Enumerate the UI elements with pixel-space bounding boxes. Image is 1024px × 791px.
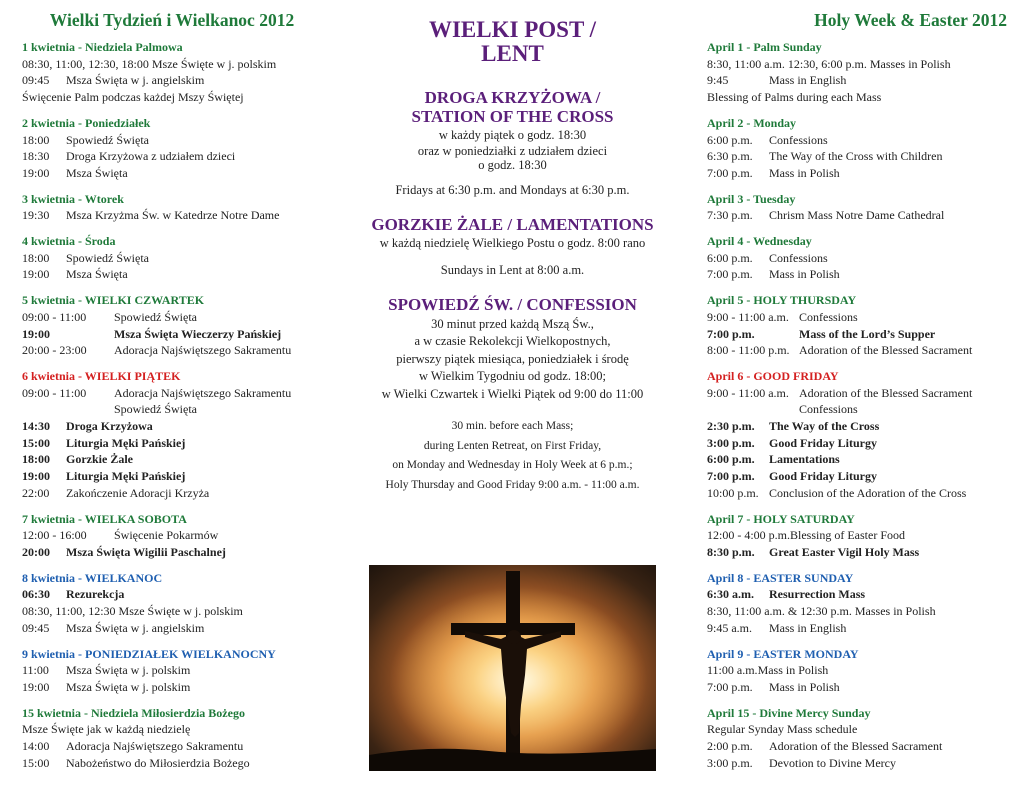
schedule-time: 9:00 - 11:00 a.m. [707,309,789,324]
schedule-time: 9:45 a.m. [707,620,752,635]
schedule-row [707,385,1007,402]
station-title [345,88,680,126]
schedule-description: Blessing of Palms during each Mass [707,90,882,105]
schedule-row [707,620,1007,637]
schedule-time: 20:00 - 23:00 [22,343,87,358]
confession-polish-text [345,316,680,404]
day-block [22,646,322,696]
schedule-row [22,586,322,603]
schedule-row [22,603,322,620]
crucifix-silhouette-icon [369,565,656,771]
schedule-description: Msza Święta [66,267,128,282]
schedule-time: 18:00 [22,250,50,265]
day-title: April 2 - Monday [707,115,797,130]
schedule-row [707,721,1007,738]
schedule-time: 11:00 [22,663,49,678]
english-schedule-title: Holy Week & Easter 2012 [814,10,1007,30]
schedule-time: 7:00 p.m. [707,469,755,484]
schedule-description: Confessions [769,250,828,265]
day-block [707,292,1007,359]
schedule-description: Adoration of the Blessed Sacrament [799,385,973,400]
day-title: April 15 - Divine Mercy Sunday [707,705,871,720]
schedule-time: 7:00 p.m. [707,679,753,694]
day-block [707,705,1007,772]
schedule-row [22,544,322,561]
day-title: 1 kwietnia - Niedziela Palmowa [22,40,183,54]
schedule-description: Święcenie Palm podczas każdej Mszy Świętej [22,90,244,105]
day-title: April 6 - GOOD FRIDAY [707,368,839,383]
schedule-row [22,132,322,149]
schedule-row [22,755,322,772]
schedule-description: Mass of the Lord’s Supper [799,326,936,341]
conf-en-line1: 30 min. before each Mass; [451,420,574,432]
lent-column [345,10,680,495]
schedule-time: 12:00 - 4:00 p.m. [707,528,790,543]
schedule-description: Msza Krzyżma Św. w Katedrze Notre Dame [66,208,280,223]
schedule-row [707,527,1007,544]
day-title: 9 kwietnia - PONIEDZIAŁEK WIELKANOCNY [22,646,276,661]
day-title: 4 kwietnia - Środa [22,234,116,249]
schedule-row [22,309,322,326]
schedule-row [22,165,322,182]
day-block [707,191,1007,224]
day-title: April 5 - HOLY THURSDAY [707,293,857,308]
day-block [707,511,1007,561]
schedule-description: Liturgia Męki Pańskiej [66,469,186,484]
schedule-row [22,207,322,224]
schedule-description: Mass in English [769,73,847,88]
schedule-row [22,72,322,89]
schedule-description: Msza Święta w j. angielskim [66,73,205,88]
schedule-time: 09:45 [22,620,50,635]
schedule-description: 8:30, 11:00 a.m. 12:30, 6:00 p.m. Masses in Polish [707,56,951,71]
day-block [707,233,1007,283]
schedule-description: Conclusion of the Adoration of the Cross [769,485,967,500]
day-block [22,292,322,359]
schedule-time: 09:45 [22,73,50,88]
schedule-row [22,342,322,359]
day-title: April 1 - Palm Sunday [707,40,822,54]
confession-title: SPOWIEDŹ ŚW. / CONFESSION [388,294,637,314]
schedule-description: Msze Święte jak w każdą niedzielę [22,722,191,737]
schedule-time: 7:00 p.m. [707,326,755,341]
conf-pl-line1: 30 minut przed każdą Mszą Św., [431,316,594,331]
schedule-row [22,148,322,165]
schedule-row [707,418,1007,435]
day-block [22,368,322,502]
schedule-description: Confessions [799,402,858,417]
crucifix-sunset-image [369,565,656,771]
schedule-description: Mass in Polish [757,663,829,678]
lament-english-text: Sundays in Lent at 8:00 a.m. [440,263,585,277]
schedule-row [707,89,1007,106]
schedule-description: Regular Synday Mass schedule [707,722,858,737]
schedule-time: 8:30 p.m. [707,544,755,559]
schedule-time: 8:00 - 11:00 p.m. [707,343,790,358]
schedule-row [707,56,1007,73]
schedule-description: 8:30, 11:00 a.m. & 12:30 p.m. Masses in Polish [707,604,936,619]
schedule-description: The Way of the Cross with Children [769,149,943,164]
schedule-row [22,679,322,696]
schedule-time: 19:00 [22,469,50,484]
schedule-description: Adoracja Najświętszego Sakramentu [114,343,292,358]
schedule-time: 20:00 [22,544,50,559]
day-title: 6 kwietnia - WIELKI PIĄTEK [22,368,181,383]
schedule-time: 18:00 [22,452,50,467]
schedule-row [22,56,322,73]
day-title: 5 kwietnia - WIELKI CZWARTEK [22,293,205,308]
schedule-description: Droga Krzyżowa z udziałem dzieci [66,149,236,164]
schedule-row [22,485,322,502]
schedule-description: Msza Święta w j. angielskim [66,620,205,635]
schedule-row [22,435,322,452]
conf-en-line4: Holy Thursday and Good Friday 9:00 a.m. - 11:00 a.m. [385,478,640,491]
lament-title: GORZKIE ŻALE / LAMENTATIONS [371,214,654,234]
day-block [707,368,1007,502]
schedule-time: 9:00 - 11:00 a.m. [707,385,789,400]
conf-pl-line2: a w czasie Rekolekcji Wielkopostnych, [414,334,611,348]
day-block [22,570,322,637]
schedule-description: Lamentations [769,452,840,467]
schedule-row [707,148,1007,165]
schedule-row [22,662,322,679]
conf-pl-line3: pierwszy piątek miesiąca, poniedziałek i środę [396,351,629,366]
schedule-row [22,418,322,435]
schedule-description: Spowiedź Święta [66,132,149,147]
schedule-description: Liturgia Męki Pańskiej [66,435,186,450]
schedule-description: Adoracja Najświętszego Sakramentu [66,739,244,754]
schedule-time-empty [22,401,114,418]
station-polish-text [345,128,680,171]
schedule-description: Spowiedź Święta [66,250,149,265]
station-english-text: Fridays at 6:30 p.m. and Mondays at 6:30 p.m. [395,183,630,197]
schedule-time: 7:00 p.m. [707,267,753,282]
day-block [707,39,1007,106]
schedule-description: Devotion to Divine Mercy [769,755,896,770]
schedule-time: 09:00 - 11:00 [22,309,87,324]
day-title: 3 kwietnia - Wtorek [22,191,124,206]
schedule-time: 14:30 [22,419,50,434]
polish-schedule-title: Wielki Tydzień i Wielkanoc 2012 [49,10,295,30]
schedule-time: 6:00 p.m. [707,132,753,147]
schedule-description: Mass in Polish [769,679,840,694]
day-title: April 8 - EASTER SUNDAY [707,570,854,585]
day-block [707,115,1007,182]
station-title-line1: DROGA KRZYŻOWA / [424,88,601,107]
day-block [22,191,322,224]
lent-main-title [345,18,680,66]
day-title: 15 kwietnia - Niedziela Miłosierdzia Bożego [22,705,245,720]
day-title: 7 kwietnia - WIELKA SOBOTA [22,511,187,526]
schedule-description: Zakończenie Adoracji Krzyża [66,485,210,500]
day-block [707,570,1007,637]
day-title: April 4 - Wednesday [707,234,812,249]
schedule-row [22,385,322,402]
schedule-description: Msza Święta Wigilii Paschalnej [66,544,226,559]
schedule-description: Msza Święta Wieczerzy Pańskiej [114,326,282,341]
schedule-description: Msza Święta w j. polskim [66,679,191,694]
schedule-time: 19:00 [22,326,50,341]
day-title: April 9 - EASTER MONDAY [707,646,859,661]
schedule-row [22,738,322,755]
schedule-row [22,326,322,343]
schedule-row [707,485,1007,502]
schedule-time: 7:00 p.m. [707,165,753,180]
day-block [22,705,322,772]
schedule-description: Święcenie Pokarmów [114,528,219,543]
station-title-line2: STATION OF THE CROSS [411,107,614,126]
conf-pl-line4: w Wielkim Tygodniu od godz. 18:00; [418,369,607,383]
schedule-description: Msza Święta [66,165,128,180]
schedule-row [707,266,1007,283]
schedule-description: Msza Święta w j. polskim [66,663,191,678]
conf-pl-line5: w Wielki Czwartek i Wielki Piątek od 9:00 do 11:00 [381,386,644,401]
schedule-description: Good Friday Liturgy [769,435,878,450]
schedule-row [22,527,322,544]
confession-english-text [345,417,680,495]
lament-polish-text: w każdą niedzielę Wielkiego Postu o godz. 8:00 rano [379,235,646,250]
schedule-description: Confessions [769,132,828,147]
schedule-time: 12:00 - 16:00 [22,528,87,543]
schedule-row [707,342,1007,359]
schedule-time: 14:00 [22,739,50,754]
schedule-time: 6:00 p.m. [707,250,753,265]
schedule-row [22,451,322,468]
schedule-row [707,72,1007,89]
conf-en-line2: during Lenten Retreat, on First Friday, [423,439,602,452]
schedule-row [707,586,1007,603]
day-block [707,646,1007,696]
schedule-time: 19:00 [22,267,50,282]
english-day-list [707,39,1007,771]
schedule-time: 7:30 p.m. [707,208,753,223]
schedule-description: Gorzkie Żale [66,452,133,467]
day-block [22,39,322,106]
schedule-description: Mass in Polish [769,267,840,282]
schedule-row [707,468,1007,485]
day-title: April 7 - HOLY SATURDAY [707,511,855,526]
schedule-description: Mass in Polish [769,165,840,180]
schedule-time: 18:30 [22,149,50,164]
conf-en-line3: on Monday and Wednesday in Holy Week at 6 p.m.; [392,459,633,471]
schedule-row [707,250,1007,267]
schedule-time: 19:00 [22,165,50,180]
schedule-description: Adoracja Najświętszego Sakramentu [114,385,292,400]
schedule-time: 15:00 [22,435,50,450]
schedule-time: 19:30 [22,208,50,223]
schedule-description: Spowiedź Święta [114,402,197,417]
day-title: April 3 - Tuesday [707,191,796,206]
schedule-time: 9:45 [707,73,729,88]
schedule-time: 11:00 a.m. [707,663,758,678]
schedule-row [707,451,1007,468]
schedule-description: Spowiedź Święta [114,309,197,324]
schedule-time: 06:30 [22,587,50,602]
schedule-row [22,89,322,106]
schedule-description: Confessions [799,309,858,324]
schedule-row [22,620,322,637]
day-title: 2 kwietnia - Poniedziałek [22,115,151,130]
schedule-time: 10:00 p.m. [707,485,759,500]
schedule-row [707,738,1007,755]
schedule-row [707,603,1007,620]
station-pl-line3: o godz. 18:30 [478,158,547,172]
schedule-time: 3:00 p.m. [707,755,753,770]
schedule-time: 6:30 a.m. [707,587,754,602]
lent-title-line2: LENT [481,41,544,66]
schedule-row [707,165,1007,182]
schedule-description: Rezurekcja [66,587,125,602]
english-schedule-column [707,10,1007,780]
schedule-description: Droga Krzyżowa [66,419,153,434]
schedule-row [22,266,322,283]
schedule-time: 18:00 [22,132,50,147]
schedule-row [22,250,322,267]
schedule-time: 15:00 [22,755,50,770]
schedule-description: Mass in English [769,620,847,635]
schedule-description: The Way of the Cross [769,419,880,434]
station-pl-line2: oraz w poniedziałki z udziałem dzieci [417,143,608,158]
schedule-description: Nabożeństwo do Miłosierdzia Bożego [66,755,250,770]
schedule-description: 08:30, 11:00, 12:30 Msze Święte w j. polskim [22,604,243,619]
day-block [22,115,322,182]
schedule-time: 6:30 p.m. [707,149,753,164]
schedule-time: 6:00 p.m. [707,452,755,467]
schedule-row [707,435,1007,452]
schedule-time: 2:00 p.m. [707,739,753,754]
day-block [22,233,322,283]
schedule-row [707,132,1007,149]
schedule-row [22,401,322,418]
polish-day-list [22,39,322,771]
lent-title-line1: WIELKI POST / [428,17,597,42]
schedule-row [707,679,1007,696]
schedule-time-empty [707,401,799,418]
schedule-description: Great Easter Vigil Holy Mass [769,544,920,559]
schedule-time: 19:00 [22,679,50,694]
day-title: 8 kwietnia - WIELKANOC [22,570,163,585]
schedule-row [707,544,1007,561]
schedule-description: Resurrection Mass [769,587,866,602]
schedule-row [707,326,1007,343]
polish-schedule-column [22,10,322,780]
schedule-time: 2:30 p.m. [707,419,755,434]
schedule-row [707,662,1007,679]
schedule-time: 22:00 [22,485,50,500]
schedule-row [22,468,322,485]
schedule-description: Chrism Mass Notre Dame Cathedral [769,208,945,223]
schedule-description: Adoration of the Blessed Sacrament [769,739,943,754]
schedule-description: 08:30, 11:00, 12:30, 18:00 Msze Święte w j. polskim [22,56,277,71]
schedule-description: Adoration of the Blessed Sacrament [799,343,973,358]
schedule-description: Blessing of Easter Food [790,528,905,543]
schedule-time: 3:00 p.m. [707,435,755,450]
schedule-row [22,721,322,738]
schedule-description: Good Friday Liturgy [769,469,878,484]
schedule-row [707,309,1007,326]
schedule-time: 09:00 - 11:00 [22,385,87,400]
schedule-row [707,401,1007,418]
schedule-row [707,755,1007,772]
station-pl-line1: w każdy piątek o godz. 18:30 [438,128,587,142]
day-block [22,511,322,561]
schedule-row [707,207,1007,224]
